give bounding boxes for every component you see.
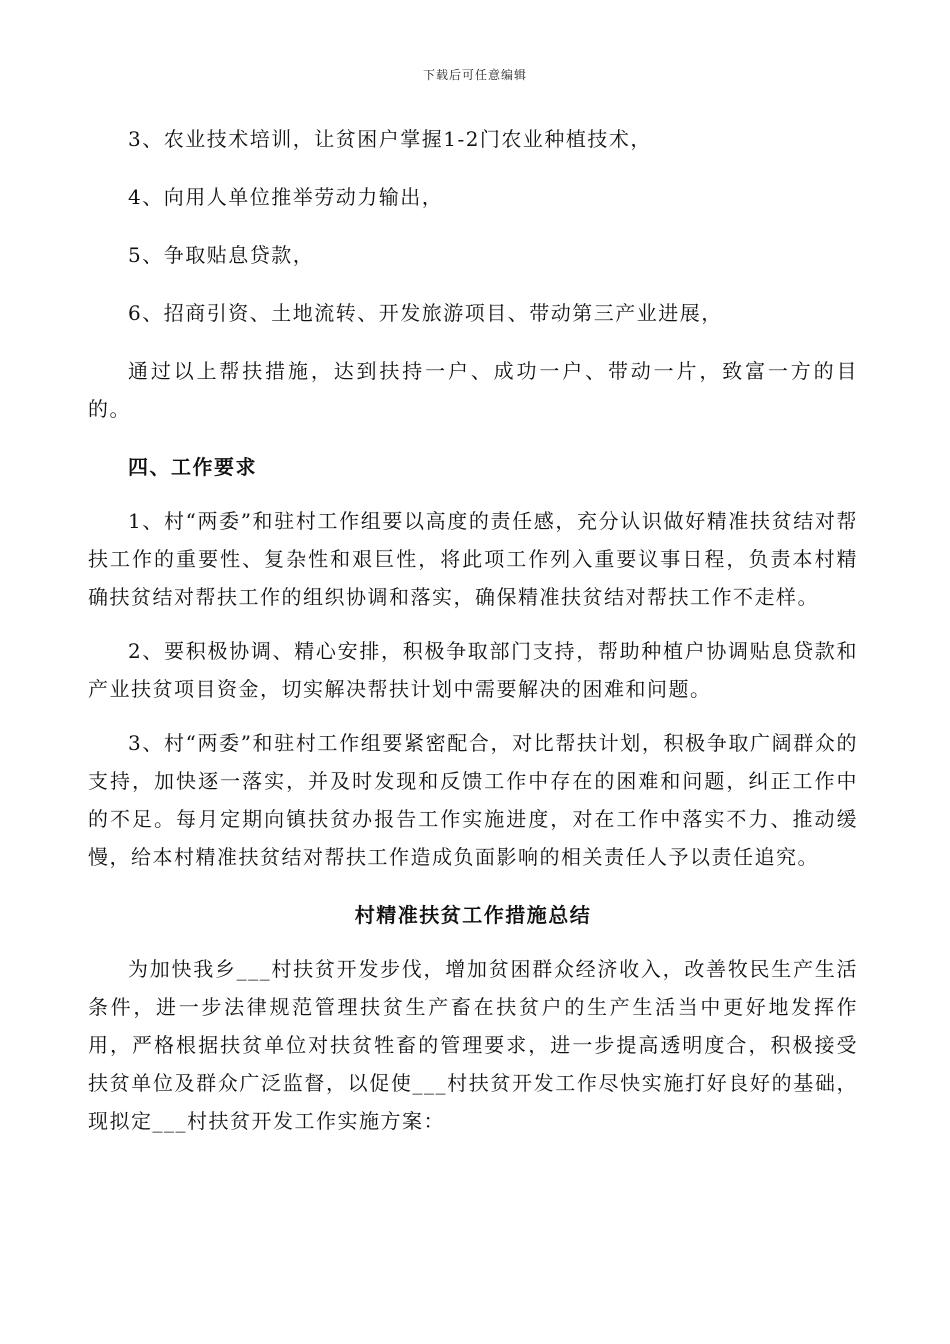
list-item: 4、向用人单位推举劳动力输出，	[128, 185, 444, 209]
list-item: 5、争取贴息贷款，	[128, 243, 315, 267]
requirement-paragraph-3: 3、村“两委”和驻村工作组要紧密配合，对比帮扶计划，积极争取广阔群众的支持，加快逐一落实，并及时发现和反馈工作中存在的困难和问题，纠正工作中的不足。每月定期向镇扶贫办报告工作实施进度，对在工作中落实不力、推动缓慢，给本村精准扶贫结对帮扶工作造成负面影响的相关责任人予以责任追究。	[88, 731, 858, 869]
list-item: 3、农业技术培训，让贫困户掌握1-2门农业种植技术，	[128, 127, 652, 151]
article-title: 村精准扶贫工作措施总结	[354, 903, 592, 927]
list-item: 6、招商引资、土地流转、开发旅游项目、带动第三产业进展，	[128, 301, 723, 325]
page-header: 下载后可任意编辑	[422, 68, 527, 82]
requirement-paragraph-2: 2、要积极协调、精心安排，积极争取部门支持，帮助种植户协调贴息贷款和产业扶贫项目资金，切实解决帮扶计划中需要解决的困难和问题。	[88, 639, 858, 701]
document-body	[88, 120, 858, 1140]
requirement-paragraph-1: 1、村“两委”和驻村工作组要以高度的责任感，充分认识做好精准扶贫结对帮扶工作的重要性、复杂性和艰巨性，将此项工作列入重要议事日程，负责本村精确扶贫结对帮扶工作的组织协调和落实，确保精准扶贫结对帮扶工作不走样。	[88, 509, 858, 609]
section-heading: 四、工作要求	[128, 455, 257, 479]
article-intro: 为加快我乡___村扶贫开发步伐，增加贫困群众经济收入，改善牧民生产生活条件，进一步法律规范管理扶贫生产畜在扶贫户的生产生活当中更好地发挥作用，严格根据扶贫单位对扶贫牲畜的管理要求，进一步提高透明度合，积极接受扶贫单位及群众广泛监督，以促使___村扶贫开发工作尽快实施打好良好的基础，现拟定___村扶贫开发工作实施方案：	[88, 957, 858, 1133]
summary-paragraph: 通过以上帮扶措施，达到扶持一户、成功一户、带动一片，致富一方的目的。	[88, 359, 858, 421]
